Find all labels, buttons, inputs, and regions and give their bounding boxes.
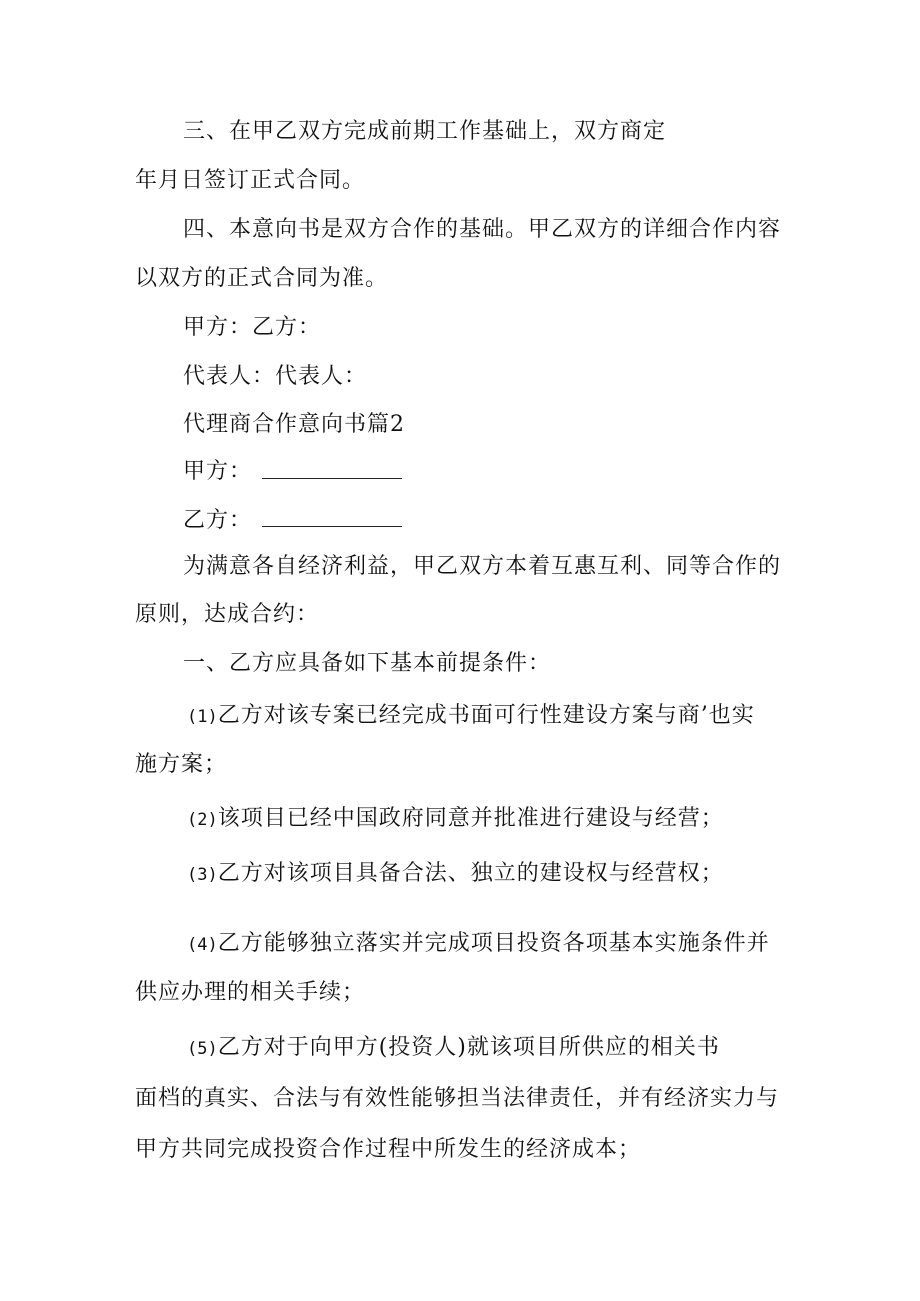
clause-4-line-1: 四、本意向书是双方合作的基础。甲乙双方的详细合作内容 — [183, 217, 782, 242]
item-3-number: (3) — [187, 865, 218, 885]
item-1-line-1 — [187, 702, 755, 731]
signature-parties: 甲方：乙方： — [183, 315, 322, 340]
item-5-number: (5) — [187, 1039, 218, 1059]
party-b-blank-line — [262, 526, 402, 527]
intro-line-1: 为满意各自经济利益，甲乙双方本着互惠互利、同等合作的 — [183, 554, 782, 579]
item-2-number: (2) — [187, 810, 218, 830]
party-a-label: 甲方： — [183, 459, 253, 484]
item-1-line-2: 施方案； — [135, 752, 228, 777]
item-1-text: 乙方对该专案已经完成书面可行性建设方案与商’也实 — [217, 703, 755, 728]
signature-representatives: 代表人：代表人： — [183, 364, 368, 389]
clause-1-title: 一、乙方应具备如下基本前提条件： — [183, 651, 552, 676]
clause-3-line-2: 年月日签订正式合同。 — [135, 168, 366, 193]
party-b-label: 乙方： — [183, 508, 253, 533]
item-4-line-2: 供应办理的相关手续； — [135, 980, 366, 1005]
item-5-line-1 — [187, 1034, 720, 1063]
clause-4-line-2: 以双方的正式合同为准。 — [135, 266, 389, 291]
item-4-text: 乙方能够独立落实并完成项目投资各项基本实施条件并 — [217, 931, 770, 956]
item-2-text: 该项目已经中国政府同意并批准进行建设与经营； — [217, 806, 724, 831]
item-5-text: 乙方对于向甲方(投资人)就该项目所供应的相关书 — [217, 1035, 720, 1060]
item-4-number: (4) — [187, 935, 218, 955]
section-title: 代理商合作意向书篇2 — [183, 412, 405, 437]
item-3-text: 乙方对该项目具备合法、独立的建设权与经营权； — [217, 861, 724, 886]
item-3-line — [187, 860, 724, 889]
item-4-line-1 — [187, 930, 770, 959]
item-2-line — [187, 805, 724, 834]
item-5-line-3: 甲方共同完成投资合作过程中所发生的经济成本； — [135, 1137, 642, 1162]
clause-3-line-1: 三、在甲乙双方完成前期工作基础上，双方商定 — [183, 119, 667, 144]
party-a-blank-line — [262, 478, 402, 479]
item-1-number: (1) — [187, 707, 218, 727]
item-5-line-2: 面档的真实、合法与有效性能够担当法律责任，并有经济实力与 — [135, 1086, 780, 1111]
intro-line-2: 原则，达成合约： — [135, 602, 320, 627]
